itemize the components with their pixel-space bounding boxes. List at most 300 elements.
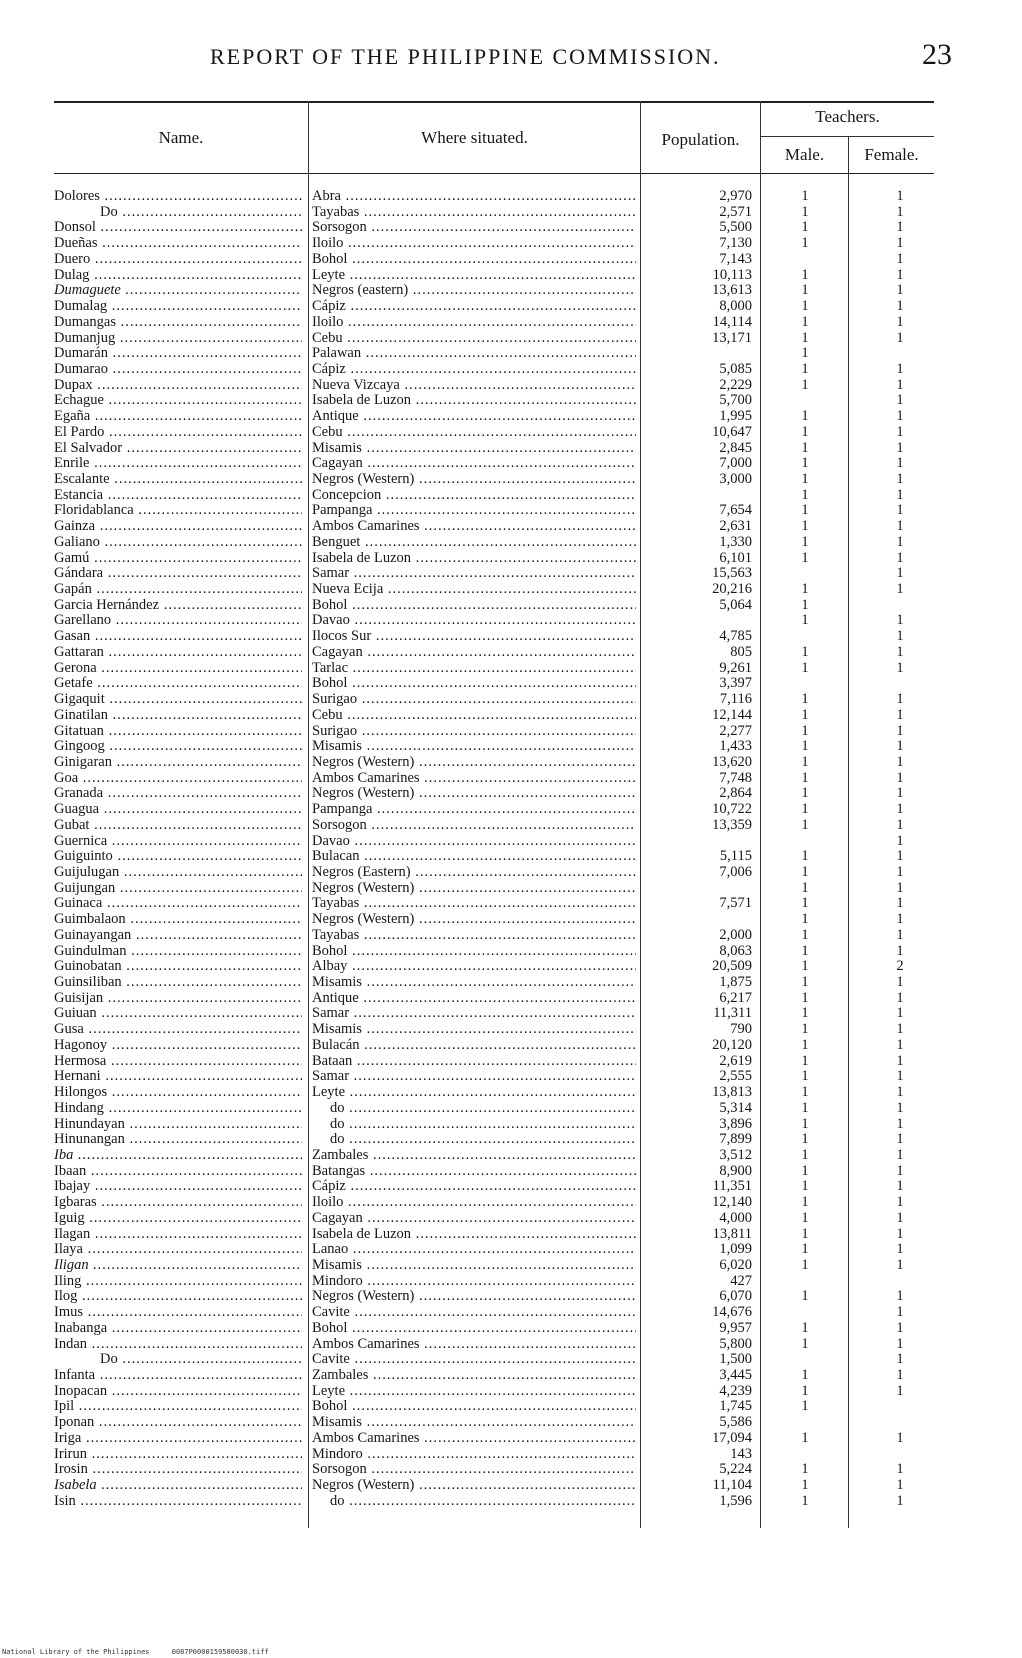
row-teachers-female: 1	[896, 1194, 904, 1211]
row-where-situated: Pampanga .....	[312, 502, 636, 518]
row-population: 427	[730, 1272, 752, 1289]
row-teachers-female: 1	[896, 1461, 904, 1478]
row-where-situated: Sorsogon .....	[312, 817, 636, 833]
row-teachers-male: 1	[801, 816, 809, 833]
row-population: 5,586	[719, 1414, 752, 1431]
row-teachers-male: 1	[801, 1162, 809, 1179]
row-name: Ibaan .....	[54, 1163, 302, 1179]
row-name: Floridablanca .....	[54, 502, 302, 518]
row-where-situated: Negros (Western) .....	[312, 880, 636, 896]
row-population: 7,000	[719, 455, 752, 472]
row-teachers-female: 1	[896, 360, 904, 377]
row-population: 2,000	[719, 926, 752, 943]
row-population: 8,063	[719, 942, 752, 959]
row-name: Donsol .....	[54, 219, 302, 235]
row-teachers-male: 1	[801, 360, 809, 377]
row-teachers-male: 1	[801, 801, 809, 818]
row-where-situated: Bohol .....	[312, 597, 636, 613]
row-teachers-male: 1	[801, 879, 809, 896]
row-population: 790	[730, 1021, 752, 1038]
row-name: Egaña .....	[54, 408, 302, 424]
row-where-situated: Bohol .....	[312, 943, 636, 959]
row-teachers-male: 1	[801, 753, 809, 770]
row-teachers-male: 1	[801, 203, 809, 220]
row-name: Gainza .....	[54, 518, 302, 534]
row-where-situated: Bulacan .....	[312, 848, 636, 864]
row-name: Dumalag .....	[54, 298, 302, 314]
row-where-situated: Bataan .....	[312, 1053, 636, 1069]
row-teachers-female: 1	[896, 439, 904, 456]
row-population	[650, 911, 752, 927]
row-where-situated: Cagayan .....	[312, 1210, 636, 1226]
row-where-situated: Ambos Camarines .....	[312, 518, 636, 534]
row-name: Dumangas .....	[54, 314, 302, 330]
row-teachers-female: 1	[896, 1209, 904, 1226]
row-name: Hilongos .....	[54, 1084, 302, 1100]
row-teachers-female: 1	[896, 298, 904, 314]
row-population: 20,509	[712, 958, 752, 975]
row-population: 11,104	[712, 1477, 752, 1493]
row-where-situated: Iloilo .....	[312, 1194, 636, 1210]
row-name: Igbaras .....	[54, 1194, 302, 1210]
row-teachers-female: 1	[896, 203, 904, 220]
row-population: 7,130	[719, 235, 752, 252]
row-population: 9,957	[719, 1319, 752, 1336]
row-teachers-male: 1	[801, 188, 809, 204]
row-name: Irirun .....	[54, 1446, 302, 1462]
row-population: 12,144	[712, 706, 752, 723]
row-where-situated: Samar .....	[312, 1068, 636, 1084]
row-population: 5,064	[719, 596, 752, 613]
row-name: Dumanjug .....	[54, 330, 302, 346]
row-where-situated: Cavite .....	[312, 1351, 636, 1367]
row-population: 13,359	[712, 816, 752, 833]
row-name: Hindang .....	[54, 1100, 302, 1116]
page-number: 23	[922, 38, 952, 71]
row-teachers-female: 1	[896, 1099, 904, 1116]
row-where-situated: Mindoro .....	[312, 1446, 636, 1462]
row-teachers-male: 1	[801, 298, 809, 314]
row-teachers-male: 1	[801, 942, 809, 959]
row-population: 15,563	[712, 565, 752, 582]
row-teachers-female: 1	[896, 1351, 904, 1368]
row-population: 1,433	[719, 738, 752, 755]
row-where-situated: Batangas .....	[312, 1163, 636, 1179]
row-teachers-male: 1	[801, 722, 809, 739]
row-population: 6,020	[719, 1257, 752, 1273]
row-name: Infanta .....	[54, 1367, 302, 1383]
row-where-situated: Albay .....	[312, 958, 636, 974]
row-teachers-female: 1	[896, 235, 904, 252]
row-where-situated: Leyte .....	[312, 267, 636, 283]
row-teachers-female: 1	[896, 1115, 904, 1132]
row-where-situated: Cavite .....	[312, 1304, 636, 1320]
row-population: 143	[730, 1445, 752, 1462]
row-name: Hinunangan .....	[54, 1131, 302, 1147]
row-population: 4,000	[719, 1209, 752, 1226]
row-population: 2,619	[719, 1052, 752, 1069]
row-teachers-male: 1	[801, 455, 809, 472]
row-teachers-male: 1	[801, 1257, 809, 1273]
row-teachers-female: 1	[896, 1084, 904, 1100]
row-where-situated: Negros (Western) .....	[312, 471, 636, 487]
row-name: Hagonoy .....	[54, 1037, 302, 1053]
row-where-situated: do .....	[330, 1493, 636, 1509]
row-population: 5,800	[719, 1335, 752, 1352]
row-population: 5,224	[719, 1461, 752, 1478]
row-population: 7,654	[719, 502, 752, 519]
row-population: 7,143	[719, 250, 752, 267]
row-teachers-female: 1	[896, 1319, 904, 1336]
row-where-situated: Negros (Western) .....	[312, 785, 636, 801]
row-teachers-male: 1	[801, 1084, 809, 1100]
row-name: Echague .....	[54, 392, 302, 408]
row-teachers-female	[866, 675, 934, 691]
row-teachers-female: 1	[896, 974, 904, 990]
row-where-situated: Palawan .....	[312, 345, 636, 361]
row-where-situated: Davao .....	[312, 612, 636, 628]
row-teachers-male: 1	[801, 864, 809, 880]
column-header-where: Where situated.	[421, 128, 528, 147]
row-teachers-male: 1	[801, 219, 809, 236]
row-where-situated: Bohol .....	[312, 251, 636, 267]
row-population: 7,571	[719, 895, 752, 912]
row-teachers-female: 1	[896, 659, 904, 676]
row-teachers-female: 1	[896, 628, 904, 645]
row-teachers-male: 1	[801, 549, 809, 566]
column-header-teachers: Teachers.	[815, 107, 880, 126]
row-teachers-male: 1	[801, 1131, 809, 1148]
row-where-situated: Pampanga .....	[312, 801, 636, 817]
row-where-situated: Samar .....	[312, 565, 636, 581]
row-teachers-female: 1	[896, 1021, 904, 1038]
row-where-situated: Antique .....	[312, 990, 636, 1006]
row-where-situated: Isabela de Luzon .....	[312, 392, 636, 408]
row-where-situated: Lanao .....	[312, 1241, 636, 1257]
row-name: Imus .....	[54, 1304, 302, 1320]
row-teachers-male: 1	[801, 1052, 809, 1069]
row-name: Dueñas .....	[54, 235, 302, 251]
row-teachers-female	[866, 597, 934, 613]
row-teachers-male: 1	[801, 785, 809, 802]
row-population	[650, 487, 752, 503]
row-teachers-male: 1	[801, 439, 809, 456]
row-teachers-female: 1	[896, 1492, 904, 1509]
row-where-situated: Bulacán .....	[312, 1037, 636, 1053]
row-teachers-male: 1	[801, 471, 809, 487]
row-name: Gitatuan .....	[54, 723, 302, 739]
row-where-situated: Surigao .....	[312, 723, 636, 739]
row-population: 10,113	[712, 266, 752, 283]
row-teachers-female: 1	[896, 376, 904, 393]
row-teachers-female: 1	[896, 188, 904, 204]
row-teachers-male: 1	[801, 1492, 809, 1509]
row-name: El Salvador .....	[54, 440, 302, 456]
row-where-situated: Cebu .....	[312, 424, 636, 440]
row-population: 7,748	[719, 769, 752, 786]
row-name: Iponan .....	[54, 1414, 302, 1430]
row-name: Guernica .....	[54, 833, 302, 849]
row-teachers-female: 1	[896, 533, 904, 550]
row-population: 13,620	[712, 753, 752, 770]
row-where-situated: Misamis .....	[312, 1021, 636, 1037]
row-population: 3,445	[719, 1367, 752, 1383]
row-population: 7,116	[719, 691, 752, 707]
row-teachers-male: 1	[801, 895, 809, 912]
row-population: 10,647	[712, 423, 752, 440]
row-teachers-female: 1	[896, 1477, 904, 1493]
row-where-situated: Abra .....	[312, 188, 636, 204]
row-teachers-male: 1	[801, 926, 809, 943]
row-teachers-female: 1	[896, 266, 904, 283]
row-where-situated: Antique .....	[312, 408, 636, 424]
row-name: Garellano .....	[54, 612, 302, 628]
row-teachers-female: 1	[896, 801, 904, 818]
row-where-situated: Tayabas .....	[312, 204, 636, 220]
row-population: 17,094	[712, 1429, 752, 1446]
row-teachers-female: 1	[896, 581, 904, 597]
row-teachers-male: 1	[801, 738, 809, 755]
row-teachers-female: 1	[896, 1225, 904, 1242]
row-teachers-male	[770, 1446, 840, 1462]
row-teachers-female: 1	[896, 250, 904, 267]
row-teachers-female: 1	[896, 706, 904, 723]
row-name: Iligan .....	[54, 1257, 302, 1273]
row-population: 3,896	[719, 1115, 752, 1132]
row-name: Guijungan .....	[54, 880, 302, 896]
row-where-situated: Iloilo .....	[312, 314, 636, 330]
row-teachers-female: 1	[896, 769, 904, 786]
row-name: Dulag .....	[54, 267, 302, 283]
row-teachers-male: 1	[801, 691, 809, 707]
row-population: 13,171	[712, 329, 752, 346]
row-name: Goa .....	[54, 770, 302, 786]
row-where-situated: Nueva Vizcaya .....	[312, 377, 636, 393]
row-population: 2,845	[719, 439, 752, 456]
row-teachers-female: 2	[896, 958, 904, 975]
row-population: 3,000	[719, 471, 752, 487]
row-teachers-female: 1	[896, 219, 904, 236]
row-teachers-female: 1	[896, 455, 904, 472]
row-teachers-male: 1	[801, 1099, 809, 1116]
row-name: Gubat .....	[54, 817, 302, 833]
row-population: 2,864	[719, 785, 752, 802]
row-population: 5,500	[719, 219, 752, 236]
page-title: REPORT OF THE PHILIPPINE COMMISSION.	[210, 44, 721, 69]
footer-library: National Library of the Philippines	[2, 1648, 150, 1656]
row-teachers-female: 1	[896, 895, 904, 912]
row-name: Guagua .....	[54, 801, 302, 817]
row-population: 2,555	[719, 1068, 752, 1085]
row-name: Guisijan .....	[54, 990, 302, 1006]
row-name: Ginatilan .....	[54, 707, 302, 723]
row-population: 2,571	[719, 203, 752, 220]
row-where-situated: Zambales .....	[312, 1367, 636, 1383]
row-population: 2,277	[719, 722, 752, 739]
row-name: Iriga .....	[54, 1430, 302, 1446]
row-name: Guinayangan .....	[54, 927, 302, 943]
row-teachers-male: 1	[801, 974, 809, 990]
row-teachers-female	[866, 345, 934, 361]
row-teachers-male: 1	[801, 502, 809, 519]
row-name: Do .....	[100, 204, 302, 220]
row-where-situated: Concepcion .....	[312, 487, 636, 503]
row-teachers-male: 1	[801, 486, 809, 503]
row-name: Hermosa .....	[54, 1053, 302, 1069]
row-population: 12,140	[712, 1194, 752, 1211]
row-name: Ilog .....	[54, 1288, 302, 1304]
row-name: Inabanga .....	[54, 1320, 302, 1336]
row-teachers-female: 1	[896, 549, 904, 566]
row-population: 9,261	[719, 659, 752, 676]
row-teachers-female: 1	[896, 879, 904, 896]
row-where-situated: Misamis .....	[312, 440, 636, 456]
row-teachers-female: 1	[896, 408, 904, 425]
row-name: Guinaca .....	[54, 895, 302, 911]
row-population: 1,596	[719, 1492, 752, 1509]
row-name: Hernani .....	[54, 1068, 302, 1084]
column-header-male: Male.	[784, 145, 825, 164]
row-teachers-female: 1	[896, 848, 904, 865]
row-teachers-male: 1	[801, 408, 809, 425]
row-teachers-female: 1	[896, 518, 904, 535]
row-where-situated: Negros (Western) .....	[312, 1477, 636, 1493]
row-where-situated: Ambos Camarines .....	[312, 1336, 636, 1352]
row-teachers-female	[866, 1398, 934, 1414]
row-teachers-male: 1	[801, 1178, 809, 1195]
row-where-situated: Isabela de Luzon .....	[312, 550, 636, 566]
row-teachers-female: 1	[896, 1382, 904, 1399]
row-teachers-female: 1	[896, 738, 904, 755]
row-teachers-male: 1	[801, 1005, 809, 1022]
row-teachers-male: 1	[801, 329, 809, 346]
row-teachers-female: 1	[896, 313, 904, 330]
row-teachers-male: 1	[801, 1367, 809, 1383]
row-name: Dumarao .....	[54, 361, 302, 377]
row-teachers-female: 1	[896, 392, 904, 409]
row-teachers-male	[770, 1273, 840, 1289]
row-name: El Pardo .....	[54, 424, 302, 440]
row-teachers-female: 1	[896, 785, 904, 802]
row-name: Hinundayan .....	[54, 1116, 302, 1132]
row-where-situated: Ilocos Sur .....	[312, 628, 636, 644]
row-teachers-female: 1	[896, 1005, 904, 1022]
row-teachers-female	[866, 1273, 934, 1289]
row-name: Getafe .....	[54, 675, 302, 691]
row-teachers-male	[770, 1304, 840, 1320]
row-population: 7,899	[719, 1131, 752, 1148]
row-teachers-male: 1	[801, 266, 809, 283]
row-population: 4,785	[719, 628, 752, 645]
row-teachers-male: 1	[801, 1209, 809, 1226]
row-population: 5,700	[719, 392, 752, 409]
row-name: Guinsiliban .....	[54, 974, 302, 990]
row-teachers-female: 1	[896, 329, 904, 346]
row-teachers-female: 1	[896, 502, 904, 519]
row-where-situated: Davao .....	[312, 833, 636, 849]
row-teachers-female: 1	[896, 1146, 904, 1163]
footer-file: 0087P0000159580030.tiff	[171, 1648, 269, 1656]
row-teachers-male: 1	[801, 533, 809, 550]
row-where-situated: Cápiz .....	[312, 361, 636, 377]
row-name: Dumaguete .....	[54, 282, 302, 298]
row-name: Guindulman .....	[54, 943, 302, 959]
row-name: Isabela .....	[54, 1477, 302, 1493]
row-teachers-male: 1	[801, 282, 809, 299]
row-teachers-female: 1	[896, 864, 904, 880]
row-where-situated: Tayabas .....	[312, 927, 636, 943]
table-top-rule	[54, 101, 934, 103]
row-population: 3,397	[719, 675, 752, 692]
row-teachers-female: 1	[896, 282, 904, 299]
row-where-situated: Bohol .....	[312, 1320, 636, 1336]
row-teachers-female: 1	[896, 926, 904, 943]
scan-footer	[2, 1648, 287, 1656]
row-where-situated: Leyte .....	[312, 1383, 636, 1399]
row-teachers-male: 1	[801, 1225, 809, 1242]
row-teachers-female: 1	[896, 816, 904, 833]
row-where-situated: Cápiz .....	[312, 298, 636, 314]
row-name: Dolores .....	[54, 188, 302, 204]
row-teachers-male: 1	[801, 643, 809, 660]
row-population: 1,500	[719, 1351, 752, 1368]
row-name: Granada .....	[54, 785, 302, 801]
row-name: Guinobatan .....	[54, 958, 302, 974]
row-name: Indan .....	[54, 1336, 302, 1352]
row-teachers-male: 1	[801, 313, 809, 330]
teachers-subheader-rule	[760, 136, 934, 137]
row-teachers-female: 1	[896, 486, 904, 503]
row-where-situated: Tayabas .....	[312, 895, 636, 911]
row-teachers-female: 1	[896, 989, 904, 1006]
row-where-situated: Cebu .....	[312, 707, 636, 723]
row-teachers-male: 1	[801, 1398, 809, 1415]
row-name: Galiano .....	[54, 534, 302, 550]
row-population: 8,900	[719, 1162, 752, 1179]
row-name: Gingoog .....	[54, 738, 302, 754]
row-population: 1,099	[719, 1241, 752, 1258]
row-teachers-male: 1	[801, 1115, 809, 1132]
column-header-name: Name.	[158, 128, 204, 147]
row-name: Ginigaran .....	[54, 754, 302, 770]
row-name: Estancia .....	[54, 487, 302, 503]
row-teachers-male: 1	[801, 1241, 809, 1258]
row-where-situated: Cápiz .....	[312, 1178, 636, 1194]
row-name: Guiguinto .....	[54, 848, 302, 864]
row-teachers-male: 1	[801, 1429, 809, 1446]
row-teachers-male	[770, 628, 840, 644]
row-teachers-male: 1	[801, 706, 809, 723]
row-teachers-male: 1	[801, 848, 809, 865]
row-teachers-female: 1	[896, 1052, 904, 1069]
row-teachers-male: 1	[801, 1036, 809, 1053]
row-teachers-male: 1	[801, 235, 809, 252]
row-name: Iba .....	[54, 1147, 302, 1163]
row-where-situated: Samar .....	[312, 1005, 636, 1021]
row-teachers-male: 1	[801, 1477, 809, 1493]
row-teachers-male	[770, 675, 840, 691]
row-where-situated: Cagayan .....	[312, 455, 636, 471]
row-where-situated: Benguet .....	[312, 534, 636, 550]
row-teachers-female: 1	[896, 565, 904, 582]
row-population: 6,070	[719, 1288, 752, 1305]
row-teachers-male: 1	[801, 1194, 809, 1211]
row-name: Guijulugan .....	[54, 864, 302, 880]
row-name: Isin .....	[54, 1493, 302, 1509]
row-population: 5,314	[719, 1099, 752, 1116]
row-teachers-male: 1	[801, 1382, 809, 1399]
row-name: Guiuan .....	[54, 1005, 302, 1021]
